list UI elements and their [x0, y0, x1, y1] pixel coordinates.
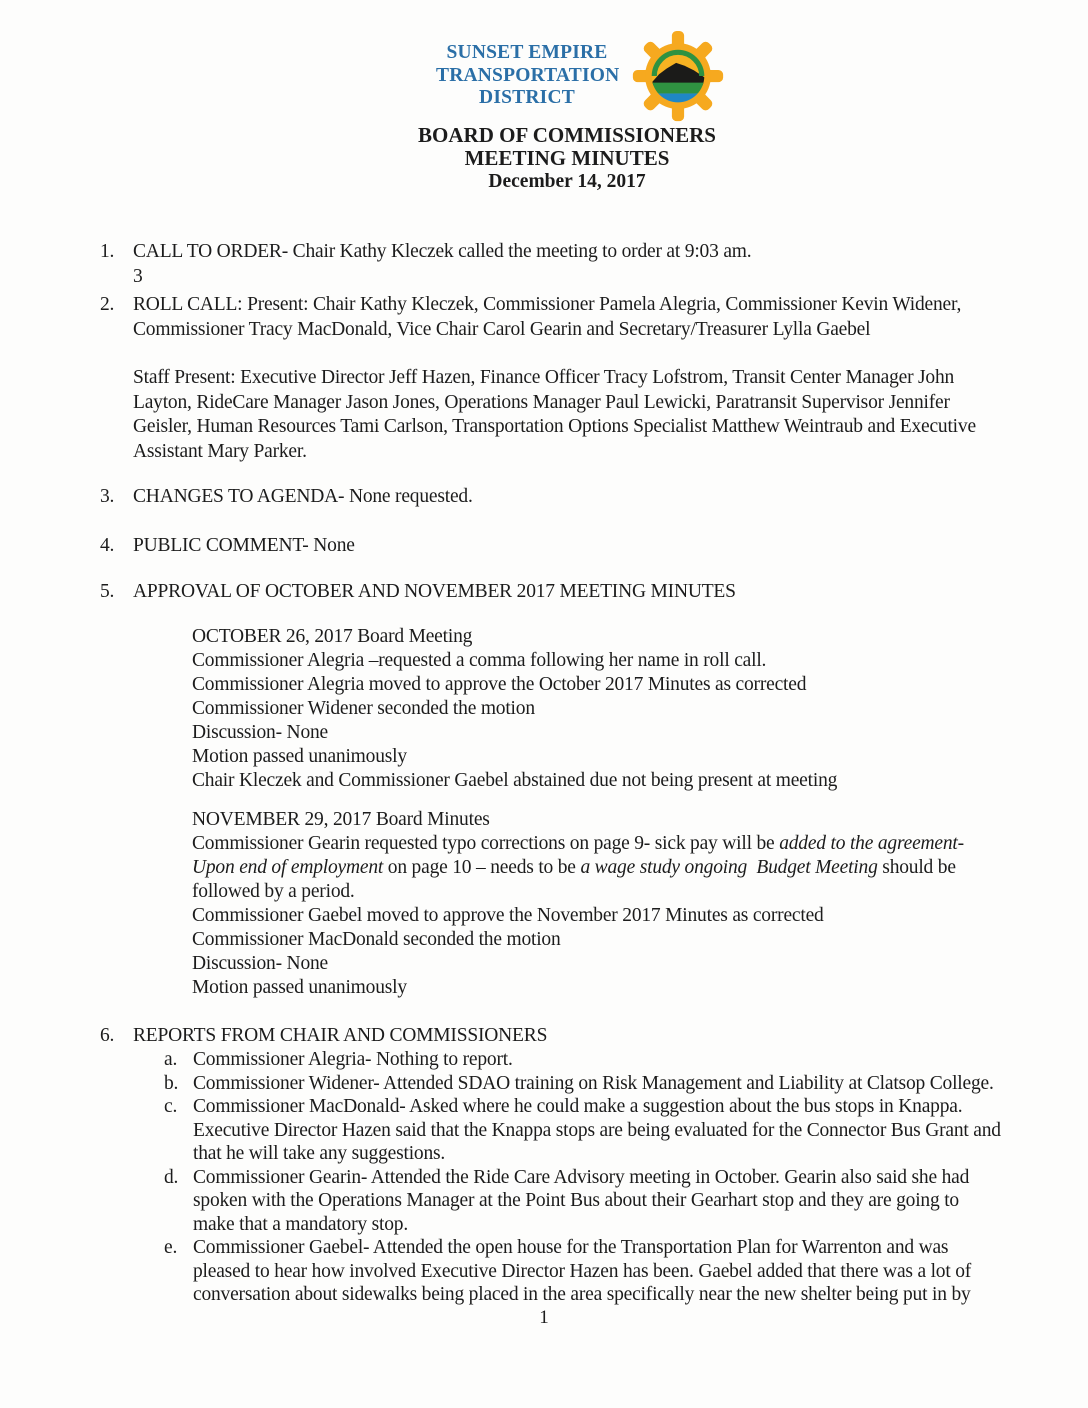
item-number: 6.: [100, 1024, 115, 1046]
text-segment: Commissioner Gearin requested typo corrections on page 9- sick pay will be: [192, 832, 780, 854]
report-body: [193, 1095, 1048, 1166]
text-line: Commissioner Gaebel moved to approve the November 2017 Minutes as corrected: [192, 904, 824, 926]
report-body: [193, 1072, 1048, 1096]
text-line: [192, 832, 1048, 856]
text-line: Staff Present: Executive Director Jeff Hazen, Finance Officer Tracy Lofstrom, Transit Center Manager John: [133, 367, 955, 388]
text-line: APPROVAL OF OCTOBER AND NOVEMBER 2017 MEETING MINUTES: [133, 581, 736, 602]
staff-present-paragraph: [133, 366, 1048, 464]
text-line: Discussion- None: [192, 721, 328, 743]
text-line: Commissioner Alegria –requested a comma following her name in roll call.: [192, 649, 767, 671]
org-name-line-1: SUNSET EMPIRE: [446, 42, 608, 63]
text-segment-italic: Upon end of employment: [192, 856, 384, 878]
text-line: Geisler, Human Resources Tami Carlson, Transportation Options Specialist Matthew Weintraub and Executive: [133, 416, 976, 437]
text-line: ROLL CALL: Present: Chair Kathy Kleczek, Commissioner Pamela Alegria, Commissioner Kevin Widener,: [133, 294, 962, 315]
text-line: Assistant Mary Parker.: [133, 440, 307, 462]
doc-title: BOARD OF COMMISSIONERS: [418, 123, 716, 147]
gear-landscape-logo-icon: [628, 30, 728, 124]
text-segment-italic: a wage study ongoing Budget Meeting: [580, 856, 878, 878]
text-line: Chair Kleczek and Commissioner Gaebel abstained due not being present at meeting: [192, 769, 838, 791]
text-segment: should be: [877, 856, 956, 878]
text-line: spoken with the Operations Manager at the Point Bus about their Gearhart stop and they are going to: [193, 1190, 959, 1211]
text-line: Commissioner Widener- Attended SDAO training on Risk Management and Liability at Clatsop College.: [193, 1072, 994, 1094]
text-segment-italic: added to the agreement-: [779, 832, 964, 854]
text-line: Motion passed unanimously: [192, 745, 407, 767]
commissioner-reports-list: [164, 1048, 1048, 1307]
doc-subtitle: MEETING MINUTES: [464, 146, 670, 170]
report-letter: c.: [164, 1096, 178, 1117]
text-line: PUBLIC COMMENT- None: [133, 534, 355, 556]
text-line: followed by a period.: [192, 880, 355, 902]
item-body: [133, 240, 1048, 289]
report-item-macdonald: [164, 1095, 1048, 1166]
text-line: Commissioner Alegria- Nothing to report.: [193, 1049, 513, 1070]
report-body: [193, 1236, 1048, 1307]
text-line: CHANGES TO AGENDA- None requested.: [133, 486, 473, 507]
report-letter: d.: [164, 1166, 179, 1188]
october-minutes-block: [192, 625, 1048, 793]
brand: [38, 30, 1088, 124]
doc-date: December 14, 2017: [488, 171, 646, 192]
item-number: 2.: [100, 294, 115, 315]
agenda-item-reports: [100, 1024, 1048, 1049]
report-letter: e.: [164, 1237, 178, 1258]
agenda-item-changes-to-agenda: [100, 485, 1048, 510]
item-body: [133, 293, 1048, 464]
text-line: pleased to hear how involved Executive Director Hazen has been. Gaebel added that there was a lot of: [193, 1260, 972, 1282]
report-item-alegria: [164, 1048, 1048, 1072]
document-header: [0, 0, 1088, 193]
agenda-item-roll-call: [100, 293, 1048, 464]
november-minutes-block: [192, 808, 1048, 1000]
text-line: NOVEMBER 29, 2017 Board Minutes: [192, 808, 490, 830]
text-line: CALL TO ORDER- Chair Kathy Kleczek called the meeting to order at 9:03 am.: [133, 241, 752, 262]
report-item-widener: [164, 1072, 1048, 1096]
text-line: Commissioner MacDonald seconded the motion: [192, 928, 561, 950]
report-item-gaebel: [164, 1236, 1048, 1307]
item-number: 3.: [100, 486, 115, 507]
item-number: 5.: [100, 581, 115, 602]
text-line: Commissioner Tracy MacDonald, Vice Chair Carol Gearin and Secretary/Treasurer Lylla Gaebel: [133, 318, 871, 340]
text-line: Commissioner Gaebel- Attended the open house for the Transportation Plan for Warrenton and was: [193, 1237, 949, 1258]
text-line: Motion passed unanimously: [192, 976, 407, 998]
text-line: REPORTS FROM CHAIR AND COMMISSIONERS: [133, 1024, 548, 1046]
text-line: Layton, RideCare Manager Jason Jones, Operations Manager Paul Lewicki, Paratransit Supervisor Jennifer: [133, 391, 950, 413]
text-line: OCTOBER 26, 2017 Board Meeting: [192, 625, 473, 647]
item-number: 1.: [100, 241, 115, 262]
report-letter: a.: [164, 1049, 178, 1070]
report-body: [193, 1166, 1048, 1237]
page-number: 1: [539, 1307, 549, 1328]
text-line: make that a mandatory stop.: [193, 1213, 408, 1235]
text-line: Discussion- None: [192, 952, 328, 974]
org-name-line-2: TRANSPORTATION: [436, 64, 620, 86]
text-line: Executive Director Hazen said that the Knappa stops are being evaluated for the Connector Bus Grant and: [193, 1119, 1001, 1141]
agenda-item-call-to-order: [100, 240, 1048, 289]
minutes-body: [0, 240, 1088, 1307]
text-line: Commissioner Widener seconded the motion: [192, 697, 535, 719]
agenda-item-public-comment: [100, 534, 1048, 559]
item-number: 4.: [100, 534, 115, 556]
report-letter: b.: [164, 1072, 179, 1094]
text-segment: on page 10 – needs to be: [383, 856, 581, 878]
text-line: Commissioner MacDonald- Asked where he could make a suggestion about the bus stops in Knappa.: [193, 1096, 963, 1117]
text-line: [192, 856, 1048, 880]
report-item-gearin: [164, 1166, 1048, 1237]
text-line: 3: [133, 265, 143, 287]
text-line: conversation about sidewalks being placed in the area specifically near the new shelter being put in by: [193, 1284, 971, 1305]
org-name: [436, 30, 618, 110]
text-line: that he will take any suggestions.: [193, 1143, 446, 1164]
org-name-line-3: DISTRICT: [479, 87, 575, 108]
report-body: [193, 1048, 1048, 1072]
text-line: Commissioner Gearin- Attended the Ride Care Advisory meeting in October. Gearin also said she had: [193, 1166, 970, 1188]
text-line: Commissioner Alegria moved to approve the October 2017 Minutes as corrected: [192, 673, 807, 695]
agenda-item-approval-of-minutes: [100, 580, 1048, 605]
